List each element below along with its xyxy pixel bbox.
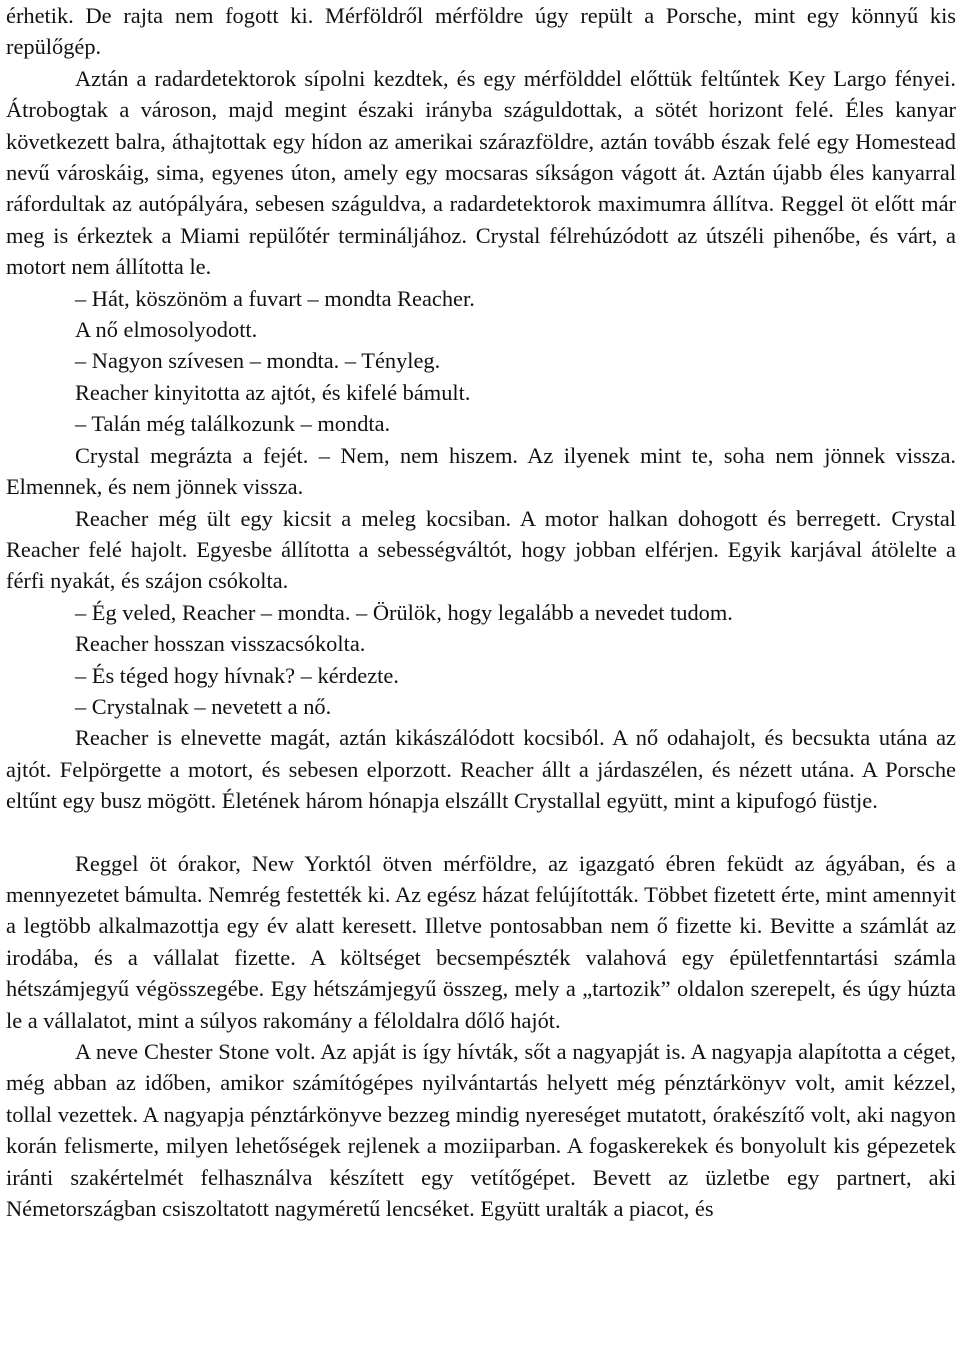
dialogue-line: – Ég veled, Reacher – mondta. – Örülök, hogy legalább a nevedet tudom. [75,599,733,625]
paragraph: Reggel öt órakor, New Yorktól ötven mérföldre, az igazgató ébren feküdt az ágyában, és a mennyezetet bámulta. Nemrég festették ki. Az egész házat felújították. Többet fizetett érte, mint amennyit a legtöbb alkalmazottja egy év alatt keresett. Illetve pontosabban nem ő fizette ki. Bevitte a számlát az irodába, és a vállalat fizette. A költséget becsempészték valahová egy épületfenntartási számla hétszámjegyű végösszegébe. Egy hétszámjegyű összeg, mely a „tartozik” oldalon szerepelt, és úgy húzta le a vállalatot, mint a súlyos rakomány a féloldalra dőlő hajót. [6,850,956,1033]
text-section [6,0,956,817]
dialogue-line: – Crystalnak – nevetett a nő. [75,693,332,719]
dialogue-line: – És téged hogy hívnak? – kérdezte. [75,662,399,688]
paragraph: érhetik. De rajta nem fogott ki. Mérföldről mérföldre úgy repült a Porsche, mint egy könnyű kis repülőgép. [6,3,956,60]
paragraph: Crystal megrázta a fejét. – Nem, nem hiszem. Az ilyenek mint te, soha nem jönnek vissza. Elmennek, és nem jönnek vissza. [6,442,956,500]
dialogue-line: – Nagyon szívesen – mondta. – Tényleg. [75,348,441,374]
paragraph: A neve Chester Stone volt. Az apját is így hívták, sőt a nagyapját is. A nagyapja alapította a céget, még abban az időben, amikor számítógépes nyilvántartás helyett még pénztárkönyv volt, amit kézzel, tollal vezettek. A nagyapja pénztárkönyve bezzeg mindig nyereséget mutatott, órakészítő volt, aki nagyon korán felismerte, milyen lehetőségek rejlenek a moziiparban. A fogaskerekek és bonyolult kis gépezetek iránti szakértelmét felhasználva készített egy vetítőgépet. Bevett az üzletbe egy partnert, aki Németországban csiszoltatott nagyméretű lencséket. Együtt uralták a piacot, és [6,1039,956,1222]
dialogue-line: – Talán még találkozunk – mondta. [75,411,391,437]
paragraph: Reacher is elnevette magát, aztán kikászálódott kocsiból. A nő odahajolt, és becsukta utána az ajtót. Felpörgette a motort, és sebesen elporzott. Reacher állt a járdaszélen, és nézett utána. A Porsche eltűnt egy busz mögött. Életének három hónapja elszállt Crystallal együtt, mint a kipufogó füstje. [6,725,956,814]
paragraph: A nő elmosolyodott. [75,317,258,343]
text-section [6,848,956,1225]
paragraph: Reacher hosszan visszacsókolta. [75,631,366,657]
dialogue-line: – Hát, köszönöm a fuvart – mondta Reacher. [75,285,475,311]
paragraph: Reacher még ült egy kicsit a meleg kocsiban. A motor halkan dohogott és berregett. Crystal Reacher felé hajolt. Egyesbe állította a sebességváltót, hogy jobban elférjen. Egyik karjával átölelte a férfi nyakát, és szájon csókolta. [6,505,956,594]
paragraph: Reacher kinyitotta az ajtót, és kifelé bámult. [75,379,471,405]
paragraph: Aztán a radardetektorok sípolni kezdtek, és egy mérfölddel előttük feltűntek Key Largo fényei. Átrobogtak a városon, majd megint északi irányba száguldottak, a sötét horizont felé. Éles kanyar következett balra, áthajtottak egy hídon az amerikai szárazföldre, aztán tovább észak felé egy Homestead nevű városkáig, sima, egyenes úton, amely egy mocsaras síkságon vágott át. Aztán újabb éles kanyarral ráfordultak az autópályára, sebesen száguldva, a radardetektorok maximumra állítva. Reggel öt előtt már meg is érkeztek a Miami repülőtér termináljához. Crystal félrehúzódott az útszéli pihenőbe, és várt, a motort nem állította le. [6,65,956,280]
